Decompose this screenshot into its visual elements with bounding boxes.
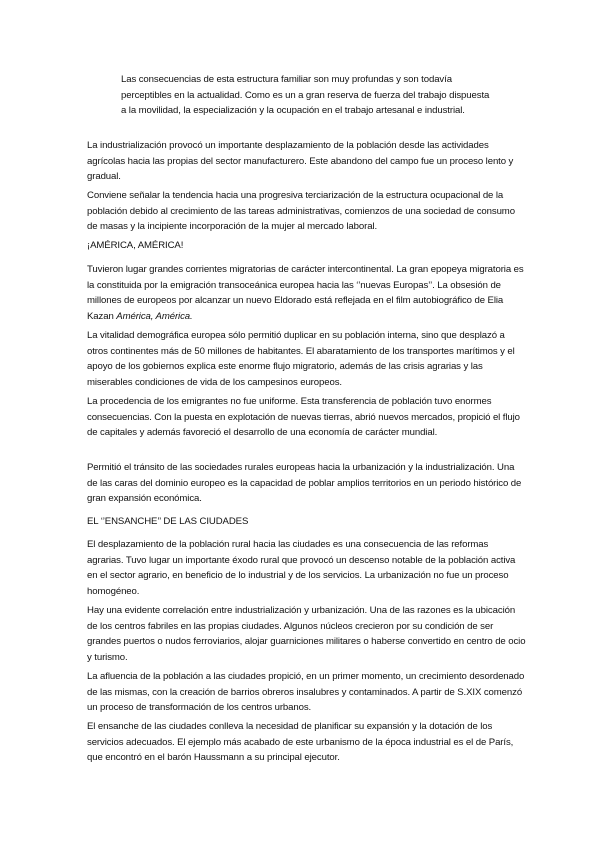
paragraph-industrialization: La industrialización provocó un importante desplazamiento de la población desde las actividades agrícolas hacia las propias del sector manufacturero. Este abandono del campo fue un proceso lento y gradual. xyxy=(87,140,514,183)
paragraph-rural-transition: Permitió el tránsito de las sociedades rurales europeas hacia la urbanización y la industrialización. Una de las caras del dominio europeo es la capacidad de poblar amplios territorios en un periodo histórico de gran expansión económica. xyxy=(87,462,522,505)
paragraph-migration-text: Tuvieron lugar grandes corrientes migratorias de carácter intercontinental. La gran epopeya migratoria es la constituida por la emigración transoceánica europea hacia las ‘’nuevas Europas’’. La obsesión de millones de europeos por alcanzar un nuevo Eldorado está reflejada en el film autobiográfico de Elia Kazan xyxy=(87,264,524,322)
film-title: América, América. xyxy=(116,310,193,322)
paragraph-rural-exodus: El desplazamiento de la población rural hacia las ciudades es una consecuencia de las reformas agrarias. Tuvo lugar un importante éxodo rural que provocó un descenso notable de la población activa en el sector agrario, en beneficio de lo industrial y de los servicios. La urbanización no fue un proceso homogéneo. xyxy=(87,539,516,597)
paragraph-urban-growth: La afluencia de la población a las ciudades propició, en un primer momento, un crecimiento desordenado de las mismas, con la creación de barrios obreros insalubres y contaminados. A partir de S.XIX comenzó un proceso de transformación de los centros urbanos. xyxy=(87,671,525,714)
heading-america: ¡AMÉRICA, AMÉRICA! xyxy=(87,240,184,251)
paragraph-demographic-vitality: La vitalidad demográfica europea sólo permitió duplicar en su población interna, sino que desplazó a otros continentes más de 50 millones de habitantes. El abaratamiento de los transportes marítimos y el apoyo de los gobiernos explica este enorme flujo migratorio, además de las crisis agrarias y las miserables condiciones de vida de los campesinos europeos. xyxy=(87,330,515,388)
paragraph-city-expansion: El ensanche de las ciudades conlleva la necesidad de planificar su expansión y la dotación de los servicios adecuados. El ejemplo más acabado de este urbanismo de la época industrial es el de París, que encontró en el barón Haussmann a su principal ejecutor. xyxy=(87,721,514,764)
paragraph-tertiarization: Conviene señalar la tendencia hacia una progresiva terciarización de la estructura ocupacional de la población debido al crecimiento de las tareas administrativas, comienzos de una sociedad de consumo de masas y la incipiente incorporación de la mujer al mercado laboral. xyxy=(87,190,515,233)
paragraph-migration xyxy=(87,262,527,324)
paragraph-family-structure: Las consecuencias de esta estructura familiar son muy profundas y son todavía perceptibles en la actualidad. Como es un a gran reserva de fuerza del trabajo dispuesta a la movilidad, la especialización y la ocupación en el trabajo artesanal e industrial. xyxy=(121,74,490,117)
paragraph-urbanization-correlation: Hay una evidente correlación entre industrialización y urbanización. Una de las razones es la ubicación de los centros fabriles en las propias ciudades. Algunos núcleos crecieron por su condición de ser grandes puertos o nudos ferroviarios, alojar guarniciones militares o haberse convertido en centro de ocio y turismo. xyxy=(87,605,526,663)
heading-ensanche: EL ‘’ENSANCHE’’ DE LAS CIUDADES xyxy=(87,516,249,527)
paragraph-emigrant-origin: La procedencia de los emigrantes no fue uniforme. Esta transferencia de población tuvo enormes consecuencias. Con la puesta en explotación de nuevas tierras, abrió nuevos mercados, propició el flujo de capitales y además favoreció el desarrollo de una economía de carácter mundial. xyxy=(87,396,520,439)
